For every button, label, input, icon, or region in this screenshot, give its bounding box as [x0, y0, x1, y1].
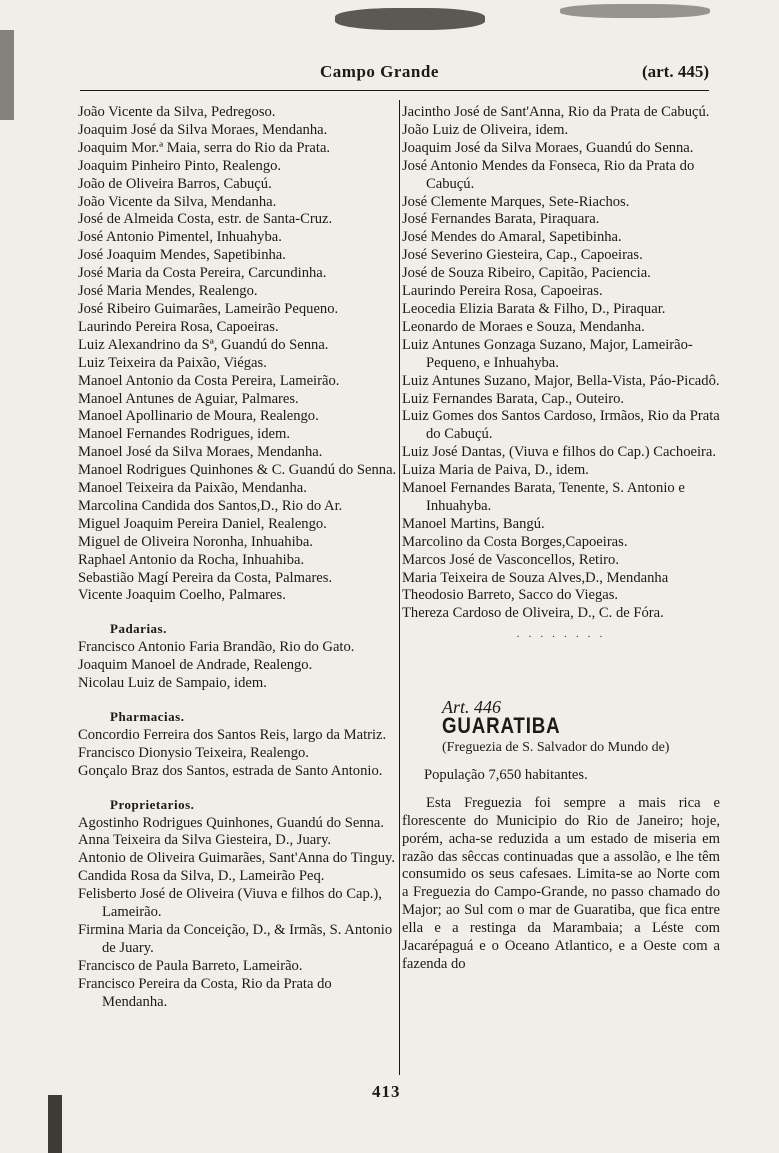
section-heading-pharmacias: Pharmacias. [110, 709, 185, 724]
list-item: Thereza Cardoso de Oliveira, D., C. de Fóra. [402, 605, 664, 622]
list-item: Francisco Pereira da Costa, Rio da Prata do Mendanha. [78, 975, 332, 1010]
list-item: José Maria Mendes, Realengo. [78, 283, 258, 300]
list-item: Agostinho Rodrigues Quinhones, Guandú do Senna. [78, 814, 385, 831]
list-item: Joaquim Pinheiro Pinto, Realengo. [78, 157, 282, 174]
resident-list-continued [402, 104, 720, 623]
running-title: Campo Grande [320, 62, 439, 81]
list-item: Manoel Fernandes Rodrigues, idem. [78, 426, 290, 443]
list-item: Gonçalo Braz dos Santos, estrada de Santo Antonio. [78, 762, 383, 779]
list-item: Manoel Fernandes Barata, Tenente, S. Antonio e Inhuahyba. [402, 480, 685, 514]
list-item: Manoel Martins, Bangú. [402, 515, 545, 532]
list-item: Luiz Gomes dos Santos Cardoso, Irmãos, Rio da Prata do Cabuçú. [402, 408, 720, 443]
population-line: População 7,650 habitantes. [424, 766, 588, 783]
list-item: Sebastião Magí Pereira da Costa, Palmares. [78, 569, 333, 586]
list-item: José Joaquim Mendes, Sapetibinha. [78, 247, 286, 264]
list-item: Nicolau Luiz de Sampaio, idem. [78, 675, 267, 692]
list-item: Manoel Antonio da Costa Pereira, Lameirão. [78, 372, 340, 389]
list-item: Francisco Dionysio Teixeira, Realengo. [78, 744, 309, 761]
list-item: Marcolina Candida dos Santos,D., Rio do Ar. [78, 497, 343, 514]
article-section [402, 699, 720, 974]
list-item: Felisberto José de Oliveira (Viuva e filhos do Cap.), Lameirão. [78, 886, 382, 921]
ink-smudge-left-edge [0, 30, 14, 120]
list-item: Laurindo Pereira Rosa, Capoeiras. [78, 318, 279, 335]
list-item: Concordio Ferreira dos Santos Reis, largo da Matriz. [78, 726, 387, 743]
list-item: Anna Teixeira da Silva Giesteira, D., Juary. [78, 832, 332, 849]
right-column [402, 104, 720, 974]
list-item: José de Souza Ribeiro, Capitão, Paciencia. [402, 265, 651, 282]
section-separator: · · · · · · · · [516, 632, 606, 644]
list-item: Marcos José de Vasconcellos, Retiro. [402, 551, 619, 568]
list-item: Candida Rosa da Silva, D., Lameirão Peq. [78, 868, 325, 885]
list-item: Luiz Teixeira da Paixão, Viégas. [78, 354, 267, 371]
list-item: José Severino Giesteira, Cap., Capoeiras. [402, 247, 643, 264]
list-item: Raphael Antonio da Rocha, Inhuahiba. [78, 551, 305, 568]
list-item: José Fernandes Barata, Piraquara. [402, 211, 600, 228]
article-paragraph: Esta Freguezia foi sempre a mais rica e florescente do Municipio do Rio de Janeiro; hoje, porém, acha-se reduzida a um estado de miseria em razão das sêccas continuadas que a assolão, e lhe têm consumido os seus cafesaes. Limita-se ao Norte com a Freguezia do Campo-Grande, no passo chamado do Major; ao Sul com o mar de Guaratiba, que fica entre ella e a restinga da Marambaia; a Léste com Jacarépaguá e o Oceano Atlantico, e a Oeste com a fazenda do [402, 794, 720, 972]
list-item: Marcolino da Costa Borges,Capoeiras. [402, 533, 628, 550]
list-item: Luiza Maria de Paiva, D., idem. [402, 462, 589, 479]
ink-smudge-top-right [560, 4, 710, 18]
section-heading-padarias: Padarias. [110, 621, 167, 637]
list-item: Miguel de Oliveira Noronha, Inhuahiba. [78, 533, 314, 550]
list-item: João de Oliveira Barros, Cabuçú. [78, 175, 272, 192]
spacer [402, 647, 720, 699]
list-item: Manoel Rodrigues Quinhones & C. Guandú do Senna. [78, 462, 397, 479]
list-item: Laurindo Pereira Rosa, Capoeiras. [402, 283, 603, 300]
article-subtitle: (Freguezia de S. Salvador do Mundo de) [442, 740, 670, 755]
section-heading-proprietarios: Proprietarios. [110, 796, 195, 812]
list-item: José Maria da Costa Pereira, Carcundinha. [78, 265, 327, 282]
list-item: José Ribeiro Guimarães, Lameirão Pequeno. [78, 300, 339, 317]
list-item: Firmina Maria da Conceição, D., & Irmãs, S. Antonio de Juary. [78, 921, 393, 956]
list-item: Miguel Joaquim Pereira Daniel, Realengo. [78, 515, 327, 532]
list-item: Joaquim Mor.ª Maia, serra do Rio da Prata. [78, 139, 331, 156]
padarias-list [78, 639, 398, 693]
article-title: GUARATIBA [442, 713, 561, 739]
list-item: Leonardo de Moraes e Souza, Mendanha. [402, 318, 645, 335]
list-item: José Mendes do Amaral, Sapetibinha. [402, 229, 622, 246]
column-divider [399, 100, 400, 1075]
list-item: Francisco Antonio Faria Brandão, Rio do Gato. [78, 639, 355, 656]
list-item: Theodosio Barreto, Sacco do Viegas. [402, 587, 619, 604]
list-item: Jacintho José de Sant'Anna, Rio da Prata de Cabuçú. [402, 104, 710, 120]
article-reference: (art. 445) [641, 62, 709, 81]
list-item: Maria Teixeira de Souza Alves,D., Mendanha [402, 569, 669, 586]
list-item: Antonio de Oliveira Guimarães, Sant'Anna do Tinguy. [78, 850, 396, 867]
resident-list [78, 104, 398, 605]
list-item: José Clemente Marques, Sete-Riachos. [402, 193, 630, 210]
list-item: Luiz Antunes Suzano, Major, Bella-Vista, Páo-Picadô. [402, 372, 720, 389]
left-column [78, 104, 398, 1012]
list-item: João Luiz de Oliveira, idem. [402, 121, 569, 138]
list-item: José de Almeida Costa, estr. de Santa-Cruz. [78, 211, 333, 228]
article-number: Art. 446 [442, 697, 502, 718]
list-item: Manoel José da Silva Moraes, Mendanha. [78, 444, 323, 461]
list-item: Leocedia Elizia Barata & Filho, D., Piraquar. [402, 300, 666, 317]
list-item: Luiz Fernandes Barata, Cap., Outeiro. [402, 390, 625, 407]
page-number: 413 [372, 1082, 401, 1101]
list-item: Joaquim José da Silva Moraes, Guandú do Senna. [402, 139, 694, 156]
list-item: Manoel Antunes de Aguiar, Palmares. [78, 390, 299, 407]
list-item: João Vicente da Silva, Mendanha. [78, 193, 277, 210]
proprietarios-list [78, 815, 398, 1012]
list-item: Francisco de Paula Barreto, Lameirão. [78, 957, 303, 974]
ink-smudge-top [335, 8, 485, 30]
list-item: Joaquim José da Silva Moraes, Mendanha. [78, 121, 328, 138]
list-item: Luiz José Dantas, (Viuva e filhos do Cap.) Cachoeira. [402, 444, 717, 461]
list-item: Manoel Teixeira da Paixão, Mendanha. [78, 480, 307, 497]
list-item: Joaquim Manoel de Andrade, Realengo. [78, 657, 313, 674]
list-item: José Antonio Pimentel, Inhuahyba. [78, 229, 282, 246]
pharmacias-list [78, 727, 398, 781]
list-item: Luiz Alexandrino da Sª, Guandú do Senna. [78, 336, 329, 353]
list-item: Manoel Apollinario de Moura, Realengo. [78, 408, 319, 425]
list-item: Luiz Antunes Gonzaga Suzano, Major, Lameirão-Pequeno, e Inhuahyba. [402, 336, 693, 371]
list-item: Vicente Joaquim Coelho, Palmares. [78, 587, 286, 604]
page-header [80, 58, 709, 88]
header-rule [80, 90, 709, 91]
ink-smudge-bottom-left [48, 1095, 62, 1153]
list-item: João Vicente da Silva, Pedregoso. [78, 104, 276, 120]
list-item: José Antonio Mendes da Fonseca, Rio da Prata do Cabuçú. [402, 157, 695, 192]
